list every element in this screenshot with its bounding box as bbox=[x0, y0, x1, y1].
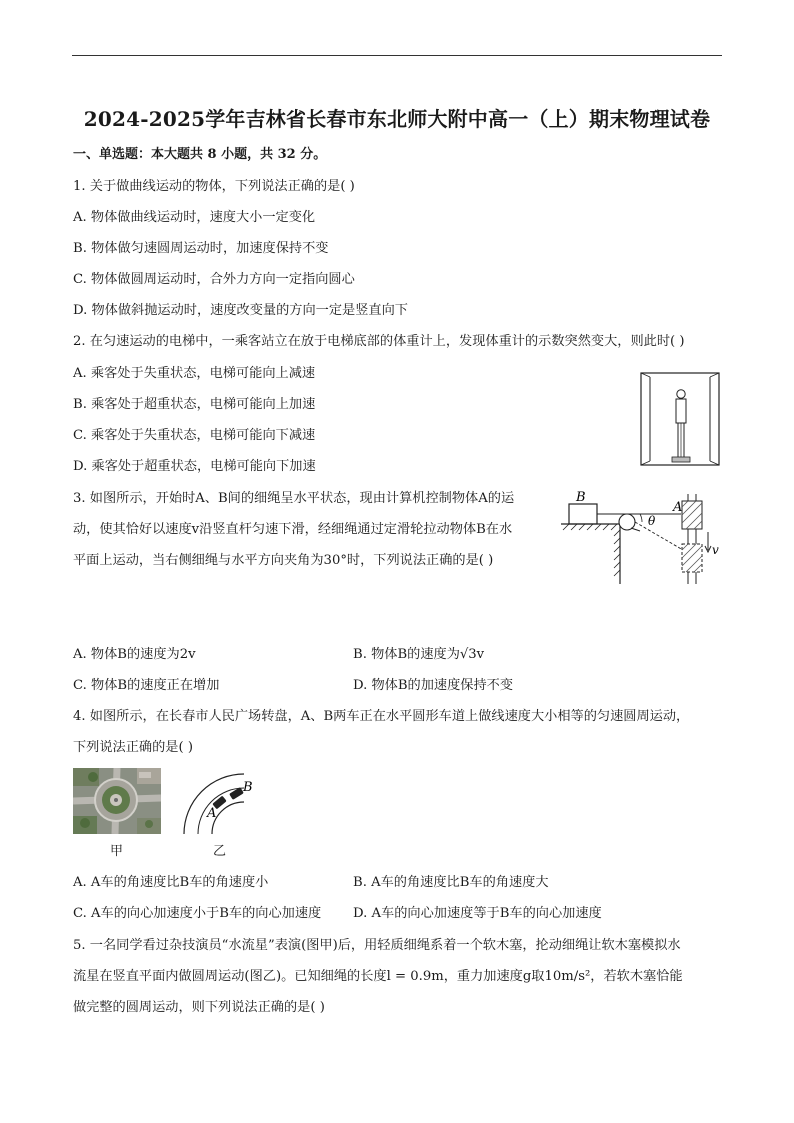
q5-line1: 5. 一名同学看过杂技演员“水流星”表演(图甲)后，用轻质细绳系着一个软木塞，抡动细绳让软木塞模拟水 bbox=[73, 938, 681, 953]
q3-line2: 动，使其恰好以速度v沿竖直杆匀速下滑，经细绳通过定滑轮拉动物体B在水 bbox=[73, 522, 513, 537]
q2-option-b: B. 乘客处于超重状态，电梯可能向上加速 bbox=[73, 397, 316, 412]
q2-option-a: A. 乘客处于失重状态，电梯可能向上减速 bbox=[73, 366, 316, 381]
caption-yi: 乙 bbox=[213, 844, 227, 859]
q1-option-d: D. 物体做斜抛运动时，速度改变量的方向一定是竖直向下 bbox=[73, 303, 408, 318]
fig-label-b-car: B bbox=[243, 780, 253, 795]
q4-option-d: D. A车的向心加速度等于B车的向心加速度 bbox=[353, 906, 602, 921]
q3-option-b: B. 物体B的速度为√3v bbox=[353, 647, 485, 662]
caption-jia: 甲 bbox=[110, 844, 124, 859]
section-heading: 一、单选题：本大题共 8 小题，共 32 分。 bbox=[73, 147, 327, 162]
q3-line1: 3. 如图所示，开始时A、B间的细绳呈水平状态，现由计算机控制物体A的运 bbox=[73, 491, 515, 506]
fig-label-a: A bbox=[673, 500, 683, 515]
curved-road-diagram bbox=[176, 766, 266, 836]
q4-line1: 4. 如图所示，在长春市人民广场转盘，A、B两车正在水平圆形车道上做线速度大小相等的匀速圆周运动， bbox=[73, 709, 690, 724]
q4-option-c: C. A车的向心加速度小于B车的向心加速度 bbox=[73, 906, 322, 921]
q4-option-a: A. A车的角速度比B车的角速度小 bbox=[73, 875, 269, 890]
fig-label-v: v bbox=[712, 543, 719, 557]
header-rule bbox=[72, 55, 722, 56]
q1-option-c: C. 物体做圆周运动时，合外力方向一定指向圆心 bbox=[73, 272, 355, 287]
q5-line2: 流星在竖直平面内做圆周运动(图乙)。已知细绳的长度l = 0.9m，重力加速度g取10m/s²，若软木塞恰能 bbox=[73, 969, 683, 984]
q3-line3: 平面上运动，当右侧细绳与水平方向夹角为30°时，下列说法正确的是( ) bbox=[73, 553, 494, 568]
elevator-figure bbox=[638, 371, 722, 467]
fig-label-a-car: A bbox=[207, 806, 217, 821]
q3-option-c: C. 物体B的速度正在增加 bbox=[73, 678, 220, 693]
q2-option-c: C. 乘客处于失重状态，电梯可能向下减速 bbox=[73, 428, 316, 443]
fig-label-theta: θ bbox=[648, 514, 656, 528]
q2-option-d: D. 乘客处于超重状态，电梯可能向下加速 bbox=[73, 459, 316, 474]
q1-stem: 1. 关于做曲线运动的物体，下列说法正确的是( ) bbox=[73, 179, 355, 194]
aerial-photo bbox=[73, 768, 161, 834]
q4-line2: 下列说法正确的是( ) bbox=[73, 740, 193, 755]
q5-line3: 做完整的圆周运动，则下列说法正确的是( ) bbox=[73, 1000, 325, 1015]
q2-stem: 2. 在匀速运动的电梯中，一乘客站立在放于电梯底部的体重计上，发现体重计的示数突然变大，则此时( ) bbox=[73, 334, 685, 349]
page-title: 2024-2025学年吉林省长春市东北师大附中高一（上）期末物理试卷 bbox=[83, 107, 711, 131]
fig-label-b: B bbox=[576, 490, 586, 505]
q3-option-a: A. 物体B的速度为2v bbox=[73, 647, 196, 662]
pulley-figure bbox=[558, 484, 723, 586]
q1-option-b: B. 物体做匀速圆周运动时，加速度保持不变 bbox=[73, 241, 329, 256]
q1-option-a: A. 物体做曲线运动时，速度大小一定变化 bbox=[73, 210, 316, 225]
q4-option-b: B. A车的角速度比B车的角速度大 bbox=[353, 875, 549, 890]
q3-option-d: D. 物体B的加速度保持不变 bbox=[353, 678, 514, 693]
